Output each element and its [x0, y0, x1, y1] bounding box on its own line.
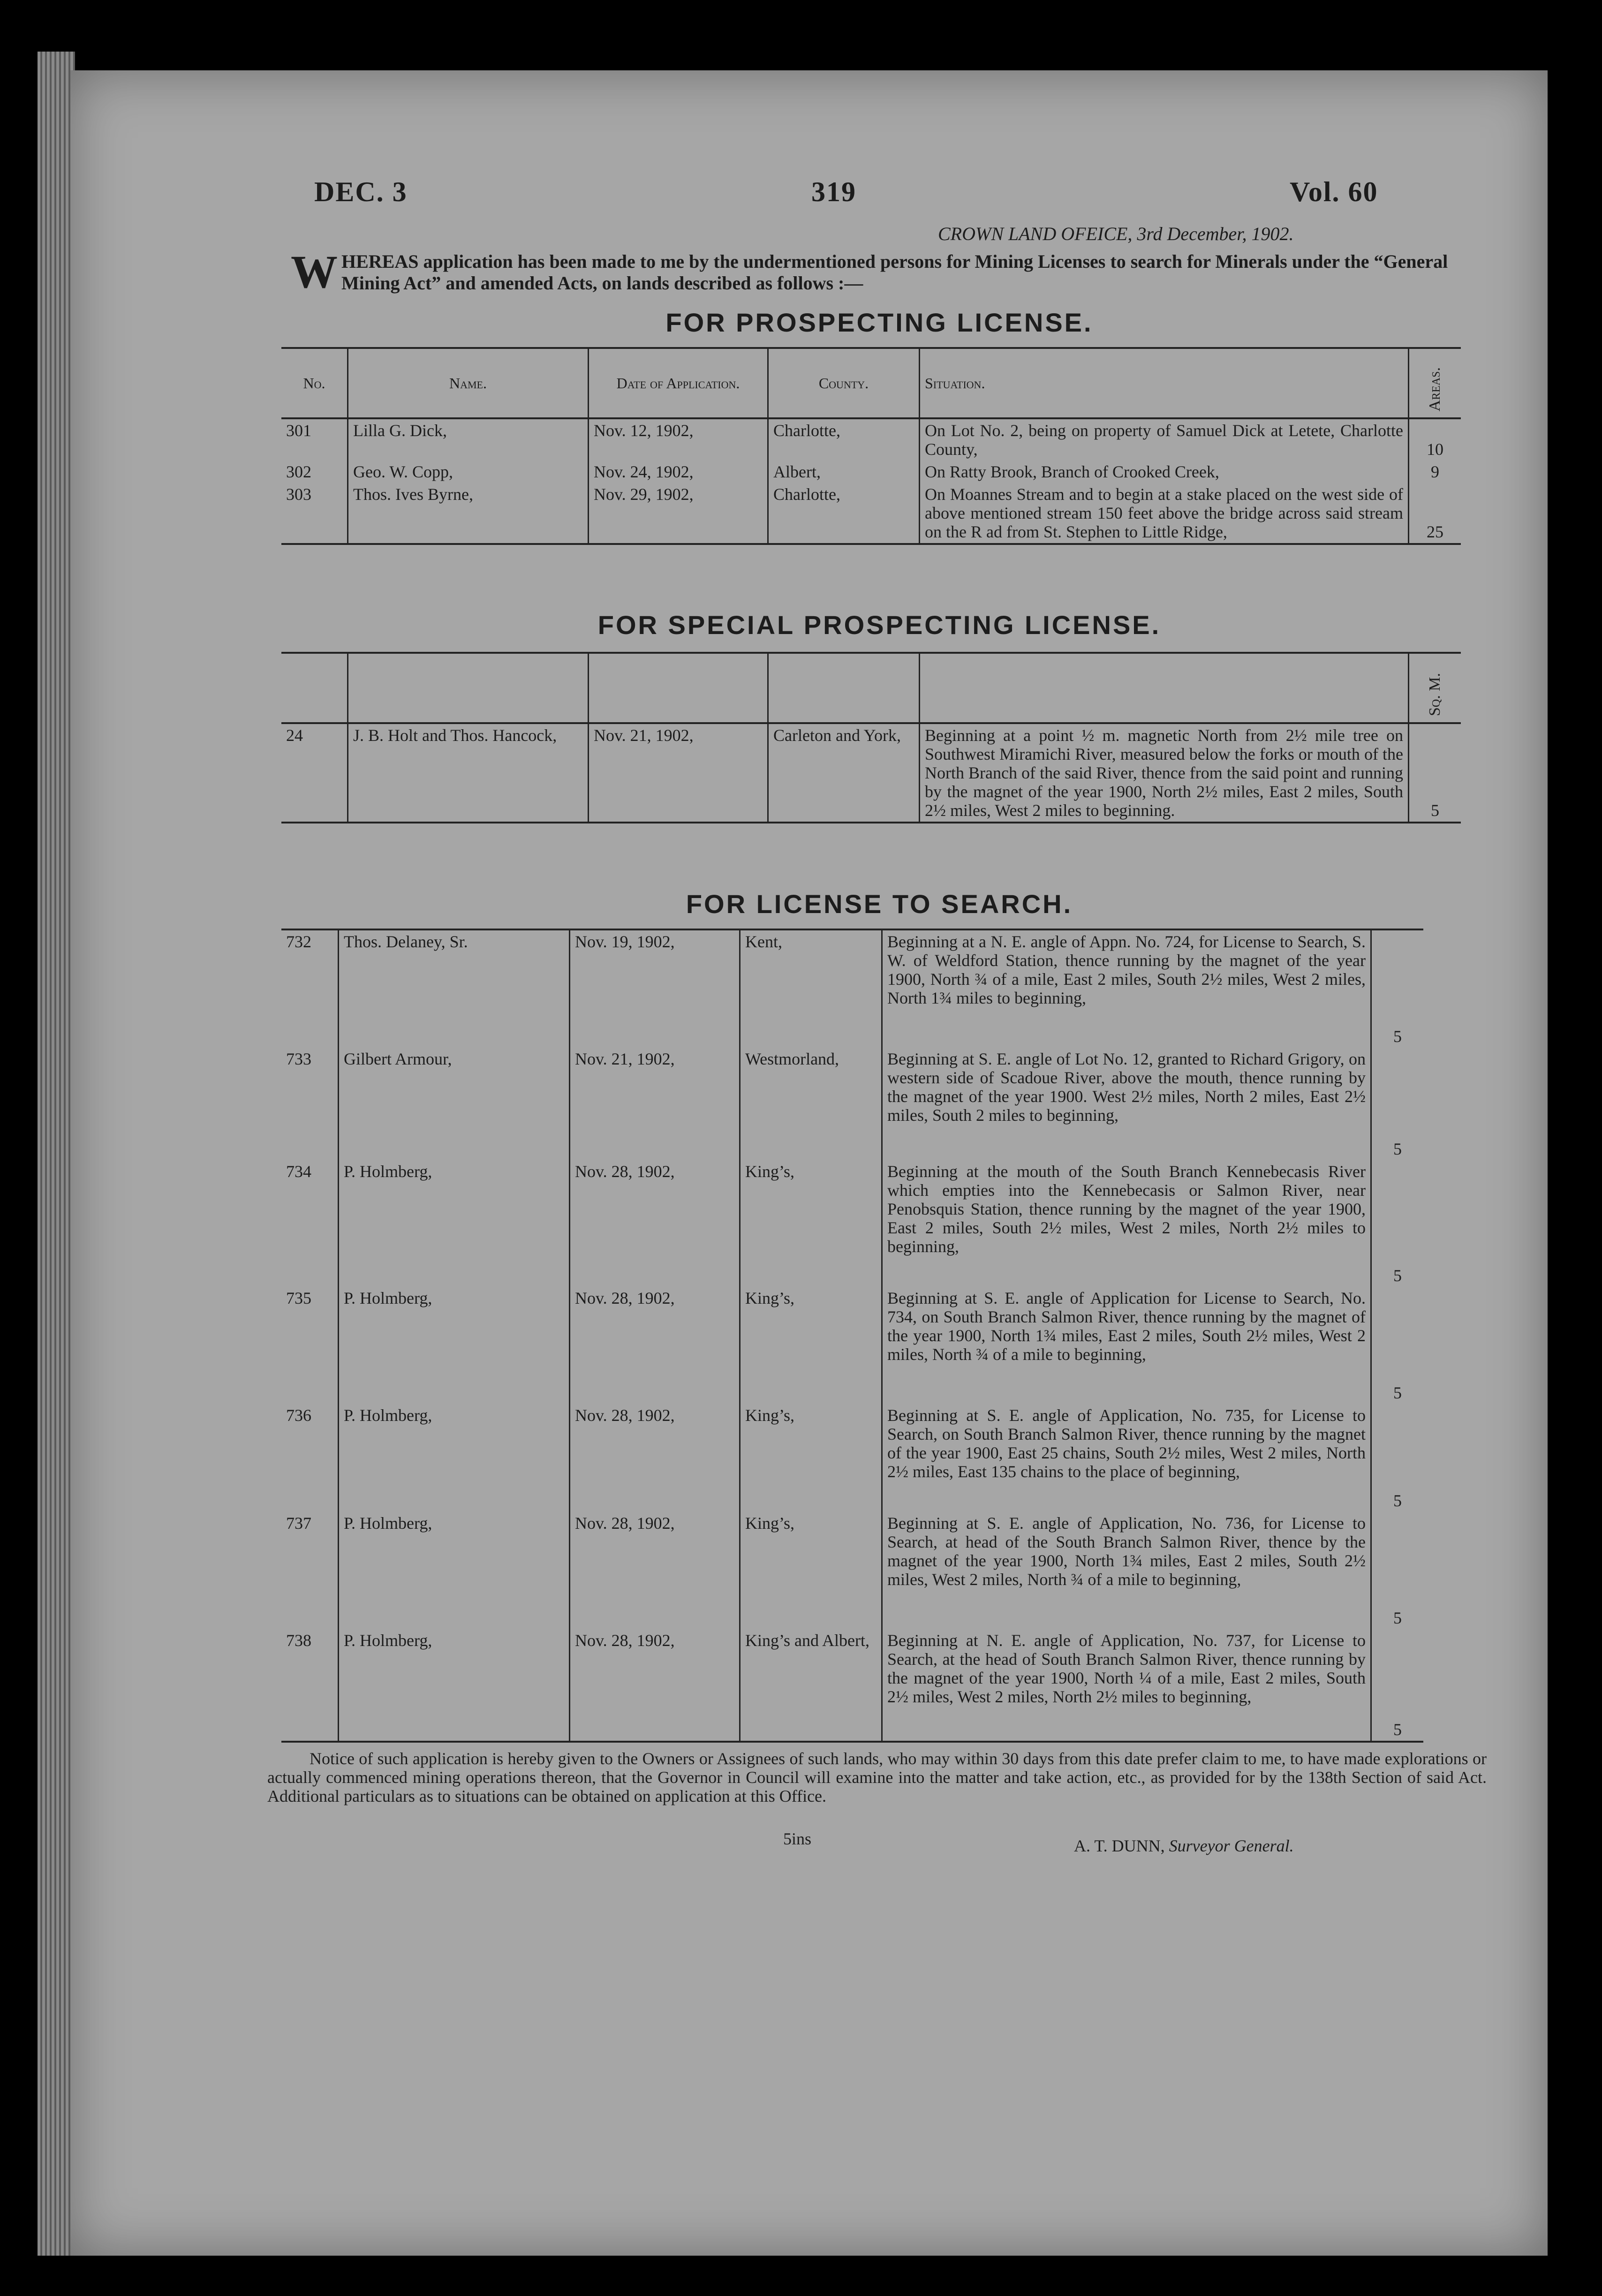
row-situation: On Moannes Stream and to begin at a stake placed on the west side of above mentioned stream 150 feet above the bridge across said stream on the R ad from St. Stephen to Little Ridge, — [920, 483, 1409, 544]
row-situation: Beginning at S. E. angle of Application, No. 735, for License to Search, on South Branch Salmon River, thence running by the magnet of the year 1900, East 25 chains, South 2½ miles, West 2 miles, North 2½ miles, East 135 chains to the place of beginning, — [882, 1404, 1371, 1512]
row-situation: On Lot No. 2, being on property of Samuel Dick at Letete, Charlotte County, — [920, 418, 1409, 461]
row-name: P. Holmberg, — [339, 1404, 570, 1512]
col-header-areas: Areas. — [1426, 367, 1443, 411]
table-row — [281, 1629, 1423, 1742]
col-header-county: County. — [768, 348, 920, 418]
row-no: 732 — [286, 932, 311, 951]
col-header-name: Name. — [348, 348, 589, 418]
row-date: Nov. 12, 1902, — [589, 418, 768, 461]
row-situation: Beginning at S. E. angle of Lot No. 12, granted to Richard Grigory, on western side of Scadoue River, above the mouth, thence running by the magnet of the year 1900. West 2½ miles, North 2 miles, East 2½ miles, South 2 miles to beginning, — [882, 1048, 1371, 1160]
row-county: Carleton and York, — [768, 723, 920, 823]
row-name: Lilla G. Dick, — [348, 418, 589, 461]
row-name: Thos. Ives Byrne, — [348, 483, 589, 544]
row-name: J. B. Holt and Thos. Hancock, — [348, 723, 589, 823]
row-date: Nov. 28, 1902, — [570, 1629, 740, 1742]
row-situation: Beginning at a point ½ m. magnetic North from 2½ mile tree on Southwest Miramichi River, measured below the forks or mouth of the North Branch of the said River, thence from the said point and running by the magnet of the year 1900, North 2½ miles, East 2 miles, South 2½ miles, West 2 miles to beginning. — [920, 723, 1409, 823]
row-situation: On Ratty Brook, Branch of Crooked Creek, — [920, 461, 1409, 483]
preamble-dropcap: W — [291, 246, 338, 298]
table-row — [281, 461, 1461, 483]
row-county: Westmorland, — [740, 1048, 882, 1160]
row-county: Albert, — [768, 461, 920, 483]
table-row — [281, 1512, 1423, 1629]
row-area: 5 — [1371, 1512, 1424, 1629]
row-name: P. Holmberg, — [339, 1512, 570, 1629]
row-area: 10 — [1409, 418, 1461, 461]
row-situation: Beginning at N. E. angle of Application, No. 737, for License to Search, at the head of South Branch Salmon River, thence running by the magnet of the year 1900, North ¼ of a mile, East 2 miles, South 2½ miles, West 2 miles, North 2½ miles to beginning, — [882, 1629, 1371, 1742]
row-county: King’s, — [740, 1512, 882, 1629]
row-county: King’s, — [740, 1160, 882, 1287]
preamble — [291, 246, 1501, 298]
table-row — [281, 483, 1461, 544]
row-area: 5 — [1371, 1404, 1424, 1512]
row-no: 303 — [286, 485, 311, 504]
table-row — [281, 1287, 1423, 1404]
row-date: Nov. 24, 1902, — [589, 461, 768, 483]
row-area: 9 — [1409, 461, 1461, 483]
table-row — [281, 1160, 1423, 1287]
row-date: Nov. 28, 1902, — [570, 1512, 740, 1629]
signature — [1074, 1836, 1294, 1856]
row-no: 738 — [286, 1631, 311, 1650]
col-header-no: No. — [303, 375, 325, 392]
row-no: 24 — [286, 726, 303, 745]
col-header-sq-m: Sq. M. — [1426, 673, 1443, 716]
table-row — [281, 723, 1461, 823]
row-name: P. Holmberg, — [339, 1287, 570, 1404]
row-date: Nov. 28, 1902, — [570, 1404, 740, 1512]
row-county: Kent, — [740, 930, 882, 1048]
signature-title: Surveyor General. — [1169, 1836, 1294, 1855]
table-row — [281, 1404, 1423, 1512]
office-dateline: CROWN LAND OFEICE, 3rd December, 1902. — [938, 223, 1294, 244]
row-area: 5 — [1371, 1629, 1424, 1742]
row-no: 734 — [286, 1162, 311, 1181]
row-county: King’s, — [740, 1287, 882, 1404]
row-situation: Beginning at S. E. angle of Application, No. 736, for License to Search, at head of the South Branch Salmon River, thence by the magnet of the year 1900, North 1¾ miles, East 2 miles, South 2½ miles, West 2 miles, North ¾ of a mile to beginning, — [882, 1512, 1371, 1629]
row-no: 302 — [286, 462, 311, 481]
row-no: 301 — [286, 421, 311, 440]
table-row — [281, 1048, 1423, 1160]
row-area: 5 — [1409, 723, 1461, 823]
row-name: P. Holmberg, — [339, 1629, 570, 1742]
page-stack-edges — [38, 52, 75, 2256]
row-date: Nov. 29, 1902, — [589, 483, 768, 544]
row-no: 737 — [286, 1514, 311, 1533]
row-area: 5 — [1371, 1048, 1424, 1160]
row-area: 5 — [1371, 1160, 1424, 1287]
row-area: 25 — [1409, 483, 1461, 544]
row-date: Nov. 19, 1902, — [570, 930, 740, 1048]
table-special-prospecting — [281, 652, 1461, 823]
section-title-prospecting: FOR PROSPECTING LICENSE. — [665, 308, 1093, 337]
row-date: Nov. 28, 1902, — [570, 1160, 740, 1287]
row-county: Charlotte, — [768, 483, 920, 544]
row-date: Nov. 28, 1902, — [570, 1287, 740, 1404]
header-volume: Vol. 60 — [1290, 176, 1378, 207]
insertion-mark: 5ins — [783, 1829, 812, 1848]
signature-name: A. T. DUNN, — [1074, 1836, 1165, 1855]
notice-paragraph: Notice of such application is hereby given to the Owners or Assignees of such lands, who may within 30 days from this date prefer claim to me, to have made explorations or actually commenced mining operations thereon, that the Governor in Council will examine into the matter and take action, etc., as provided for by the 138th Section of said Act. Additional particulars as to situations can be obtained on application at this Office. — [267, 1749, 1487, 1805]
row-situation: Beginning at S. E. angle of Application for License to Search, No. 734, on South Branch Salmon River, thence running by the magnet of the year 1900, North 1¾ miles, East 2 miles, South 2½ miles, West 2 miles, North ¾ of a mile to beginning, — [882, 1287, 1371, 1404]
col-header-situation: Situation. — [920, 348, 1409, 418]
row-county: King’s and Albert, — [740, 1629, 882, 1742]
row-county: Charlotte, — [768, 418, 920, 461]
table-row — [281, 418, 1461, 461]
row-name: Thos. Delaney, Sr. — [339, 930, 570, 1048]
row-situation: Beginning at a N. E. angle of Appn. No. 724, for License to Search, S. W. of Weldford Station, thence running by the magnet of the year 1900, North ¾ of a mile, East 2 miles, South 2½ miles, West 2 miles, North 1¾ miles to beginning, — [882, 930, 1371, 1048]
row-name: Geo. W. Copp, — [348, 461, 589, 483]
row-area: 5 — [1371, 1287, 1424, 1404]
row-situation: Beginning at the mouth of the South Branch Kennebecasis River which empties into the Kennebecasis or Salmon River, near Penobsquis Station, thence running by the magnet of the year 1900, East 2 miles, South 2½ miles, West 2 miles, North 2½ miles to beginning, — [882, 1160, 1371, 1287]
row-date: Nov. 21, 1902, — [589, 723, 768, 823]
row-no: 733 — [286, 1050, 311, 1068]
header-date: DEC. 3 — [314, 176, 408, 207]
row-date: Nov. 21, 1902, — [570, 1048, 740, 1160]
table-row — [281, 930, 1423, 1048]
preamble-text: HEREAS application has been made to me by the undermentioned persons for Mining Licenses to search for Minerals under the “General Mining Act” and amended Acts, on lands described as follows :— — [341, 251, 1448, 294]
col-header-date: Date of Application. — [589, 348, 768, 418]
table-license-to-search — [281, 929, 1423, 1743]
row-name: P. Holmberg, — [339, 1160, 570, 1287]
row-no: 735 — [286, 1289, 311, 1307]
section-title-license-to-search: FOR LICENSE TO SEARCH. — [686, 889, 1073, 919]
row-area: 5 — [1371, 930, 1424, 1048]
page-number: 319 — [811, 176, 856, 207]
document-page — [70, 70, 1548, 2256]
row-no: 736 — [286, 1406, 311, 1425]
section-title-special-prospecting: FOR SPECIAL PROSPECTING LICENSE. — [597, 610, 1161, 640]
row-name: Gilbert Armour, — [339, 1048, 570, 1160]
row-county: King’s, — [740, 1404, 882, 1512]
table-prospecting — [281, 347, 1461, 545]
